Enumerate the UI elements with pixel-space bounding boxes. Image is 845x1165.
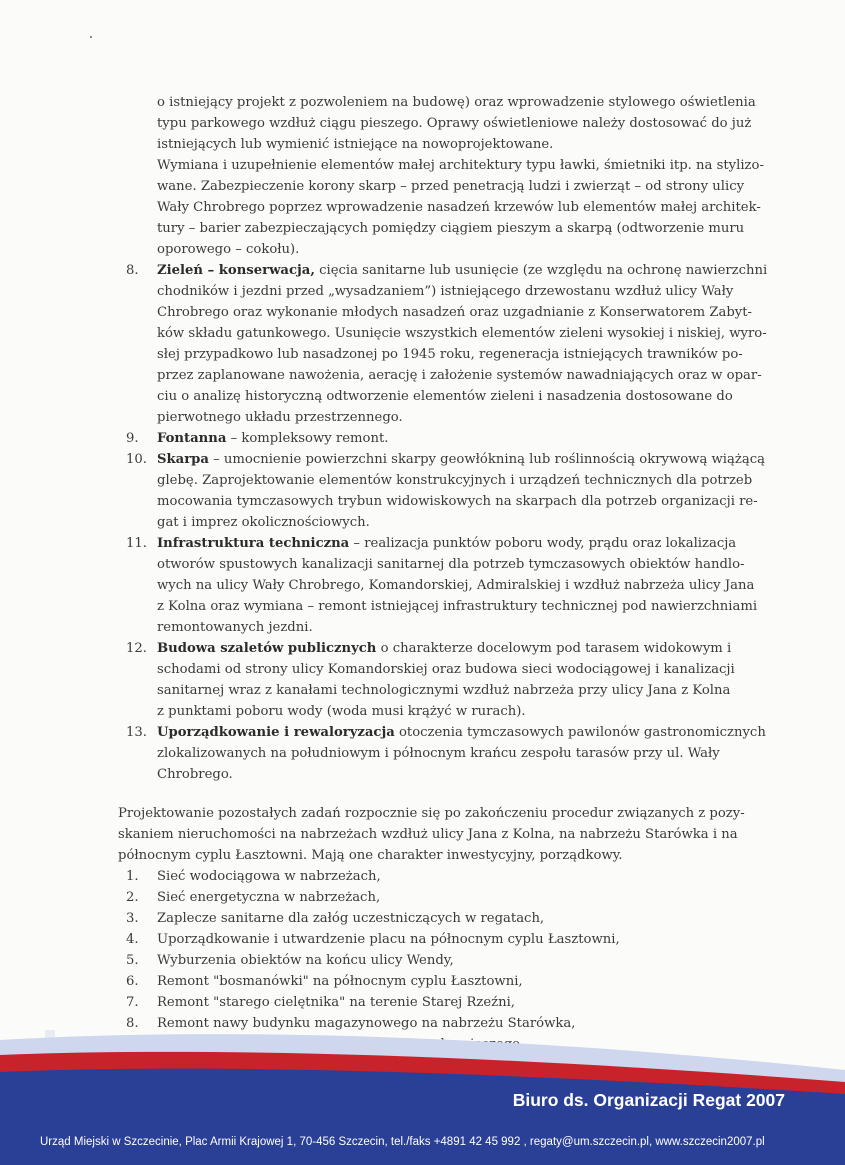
task-number: 6. xyxy=(126,974,139,989)
item-line xyxy=(157,638,800,659)
item-number: 11. xyxy=(126,536,147,551)
task-number: 4. xyxy=(126,932,139,947)
task-number: 8. xyxy=(126,1016,139,1031)
closing-line: skaniem nieruchomości na nabrzeżach wzdłuż ulicy Jana z Kolna, na nabrzeżu Starówka i na xyxy=(118,827,738,842)
item-lead: Budowa szaletów publicznych xyxy=(157,641,377,656)
task-item xyxy=(118,908,800,929)
item-line: glebę. Zaprojektowanie elementów konstrukcyjnych i urządzeń technicznych dla potrzeb xyxy=(157,473,753,488)
closing-line: północnym cyplu Łasztowni. Mają one charakter inwestycyjny, porządkowy. xyxy=(118,848,623,863)
list-item xyxy=(118,638,800,722)
item-line: z Kolna oraz wymiana – remont istniejącej infrastruktury technicznej pod nawierzchniami xyxy=(157,599,758,614)
closing-paragraph xyxy=(118,803,800,866)
item-line-text: cięcia sanitarne lub usunięcie (ze względu na ochronę nawierzchni xyxy=(314,263,768,278)
item-line: zlokalizowanych na południowym i północnym krańcu zespołu tarasów przy ul. Wały xyxy=(157,746,720,761)
task-text: Uporządkowanie i utwardzenie placu na północnym cyplu Łasztowni, xyxy=(157,932,620,947)
item-line: Chrobrego oraz wykonanie młodych nasadzeń oraz uzgadnianie z Konserwatorem Zabyt- xyxy=(157,305,753,320)
scan-speck xyxy=(90,36,92,38)
item-number: 9. xyxy=(126,431,139,446)
item-number: 8. xyxy=(126,263,139,278)
task-text: Sieć wodociągowa w nabrzeżach, xyxy=(157,869,381,884)
item-body xyxy=(157,722,800,785)
item-line: schodami od strony ulicy Komandorskiej oraz budowa sieci wodociągowej i kanalizacji xyxy=(157,662,735,677)
intro-block xyxy=(118,92,800,260)
footer-address: Urząd Miejski w Szczecinie, Plac Armii Krajowej 1, 70-456 Szczecin, tel./faks +4891 42 45 992 , regaty@um.szczecin.pl, www.szczecin2007.pl xyxy=(40,1136,765,1148)
item-line: otworów spustowych kanalizacji sanitarnej dla potrzeb tymczasowych obiektów handlo- xyxy=(157,557,745,572)
task-number: 3. xyxy=(126,911,139,926)
item-line xyxy=(157,260,800,281)
task-item xyxy=(118,887,800,908)
item-lead: Infrastruktura techniczna xyxy=(157,536,350,551)
item-line: przez zaplanowane nawożenia, aerację i założenie systemów nawadniających oraz w opar- xyxy=(157,368,762,383)
task-number: 2. xyxy=(126,890,139,905)
task-item xyxy=(118,971,800,992)
list-item xyxy=(118,428,800,449)
intro-line: tury – barier zabezpieczających pomiędzy ciągiem pieszym a skarpą (odtworzenie muru xyxy=(157,221,745,236)
item-line: pierwotnego układu przestrzennego. xyxy=(157,410,403,425)
item-line xyxy=(157,449,800,470)
item-line-text: – realizacja punktów poboru wody, prądu oraz lokalizacja xyxy=(349,536,737,551)
task-number: 5. xyxy=(126,953,139,968)
list-item xyxy=(118,533,800,638)
closing-line: Projektowanie pozostałych zadań rozpocznie się po zakończeniu procedur związanych z pozy- xyxy=(118,806,745,821)
item-body xyxy=(157,428,800,449)
intro-line: Wymiana i uzupełnienie elementów małej architektury typu ławki, śmietniki itp. na stylizo- xyxy=(157,158,764,173)
item-line-text: – kompleksowy remont. xyxy=(226,431,389,446)
item-lead: Zieleń – konserwacja, xyxy=(157,263,315,278)
task-item xyxy=(118,866,800,887)
item-lead: Skarpa xyxy=(157,452,209,467)
task-item xyxy=(118,929,800,950)
task-text: Wyburzenia obiektów na końcu ulicy Wendy, xyxy=(157,953,454,968)
item-line: wych na ulicy Wały Chrobrego, Komandorskiej, Admiralskiej i wzdłuż nabrzeża ulicy Jana xyxy=(157,578,755,593)
footer-title: Biuro ds. Organizacji Regat 2007 xyxy=(512,1090,785,1110)
task-text: Zaplecze sanitarne dla załóg uczestniczących w regatach, xyxy=(157,911,545,926)
item-number: 13. xyxy=(126,725,147,740)
item-line: ków składu gatunkowego. Usunięcie wszystkich elementów zieleni wysokiej i niskiej, wyro- xyxy=(157,326,767,341)
intro-line: istniejących lub wymienić istniejące na nowoprojektowane. xyxy=(157,137,554,152)
item-body xyxy=(157,533,800,638)
item-body xyxy=(157,638,800,722)
item-line: chodników i jezdni przed „wysadzaniem”) istniejącego drzewostanu wzdłuż ulicy Wały xyxy=(157,284,734,299)
list-item xyxy=(118,260,800,428)
item-line-text: otoczenia tymczasowych pawilonów gastronomicznych xyxy=(394,725,766,740)
task-text: Remont "starego cielętnika" na terenie Starej Rzeźni, xyxy=(157,995,515,1010)
intro-line: wane. Zabezpieczenie korony skarp – przed penetracją ludzi i zwierząt – od strony ulicy xyxy=(157,179,745,194)
item-body xyxy=(157,449,800,533)
intro-line: oporowego – cokołu). xyxy=(157,242,300,257)
task-text: Sieć energetyczna w nabrzeżach, xyxy=(157,890,381,905)
item-number: 10. xyxy=(126,452,147,467)
item-line-text: o charakterze docelowym pod tarasem widokowym i xyxy=(376,641,732,656)
item-line: mocowania tymczasowych trybun widowiskowych na skarpach dla potrzeb organizacji re- xyxy=(157,494,758,509)
document-body xyxy=(118,92,800,1055)
item-lead: Uporządkowanie i rewaloryzacja xyxy=(157,725,395,740)
item-line: słej przypadkowo lub nasadzonej po 1945 roku, regeneracja istniejących trawników po- xyxy=(157,347,743,362)
intro-line: typu parkowego wzdłuż ciągu pieszego. Oprawy oświetleniowe należy dostosować do już xyxy=(157,116,752,131)
item-line: sanitarnej wraz z kanałami technologicznymi wzdłuż nabrzeża przy ulicy Jana z Kolna xyxy=(157,683,731,698)
list-item xyxy=(118,722,800,785)
item-line: z punktami poboru wody (woda musi krążyć w rurach). xyxy=(157,704,526,719)
item-body xyxy=(157,260,800,428)
item-line-text: – umocnienie powierzchni skarpy geowłókniną lub roślinnością okrywową wiążącą xyxy=(208,452,765,467)
task-item xyxy=(118,950,800,971)
task-text: Remont nawy budynku magazynowego na nabrzeżu Starówka, xyxy=(157,1016,576,1031)
task-number: 1. xyxy=(126,869,139,884)
item-line xyxy=(157,533,800,554)
intro-line: o istniejący projekt z pozwoleniem na budowę) oraz wprowadzenie stylowego oświetlenia xyxy=(157,95,756,110)
item-lead: Fontanna xyxy=(157,431,227,446)
item-line: remontowanych jezdni. xyxy=(157,620,313,635)
list-item xyxy=(118,449,800,533)
item-line xyxy=(157,428,800,449)
item-line: Chrobrego. xyxy=(157,767,233,782)
item-line xyxy=(157,722,800,743)
task-text: Remont "bosmanówki" na północnym cyplu Łasztowni, xyxy=(157,974,523,989)
item-number: 12. xyxy=(126,641,147,656)
item-line: ciu o analizę historyczną odtworzenie elementów zieleni i nasadzenia dostosowane do xyxy=(157,389,733,404)
item-line: gat i imprez okolicznościowych. xyxy=(157,515,370,530)
paragraph-gap xyxy=(118,785,800,803)
task-number: 7. xyxy=(126,995,139,1010)
intro-line: Wały Chrobrego poprzez wprowadzenie nasadzeń krzewów lub elementów małej architek- xyxy=(157,200,761,215)
